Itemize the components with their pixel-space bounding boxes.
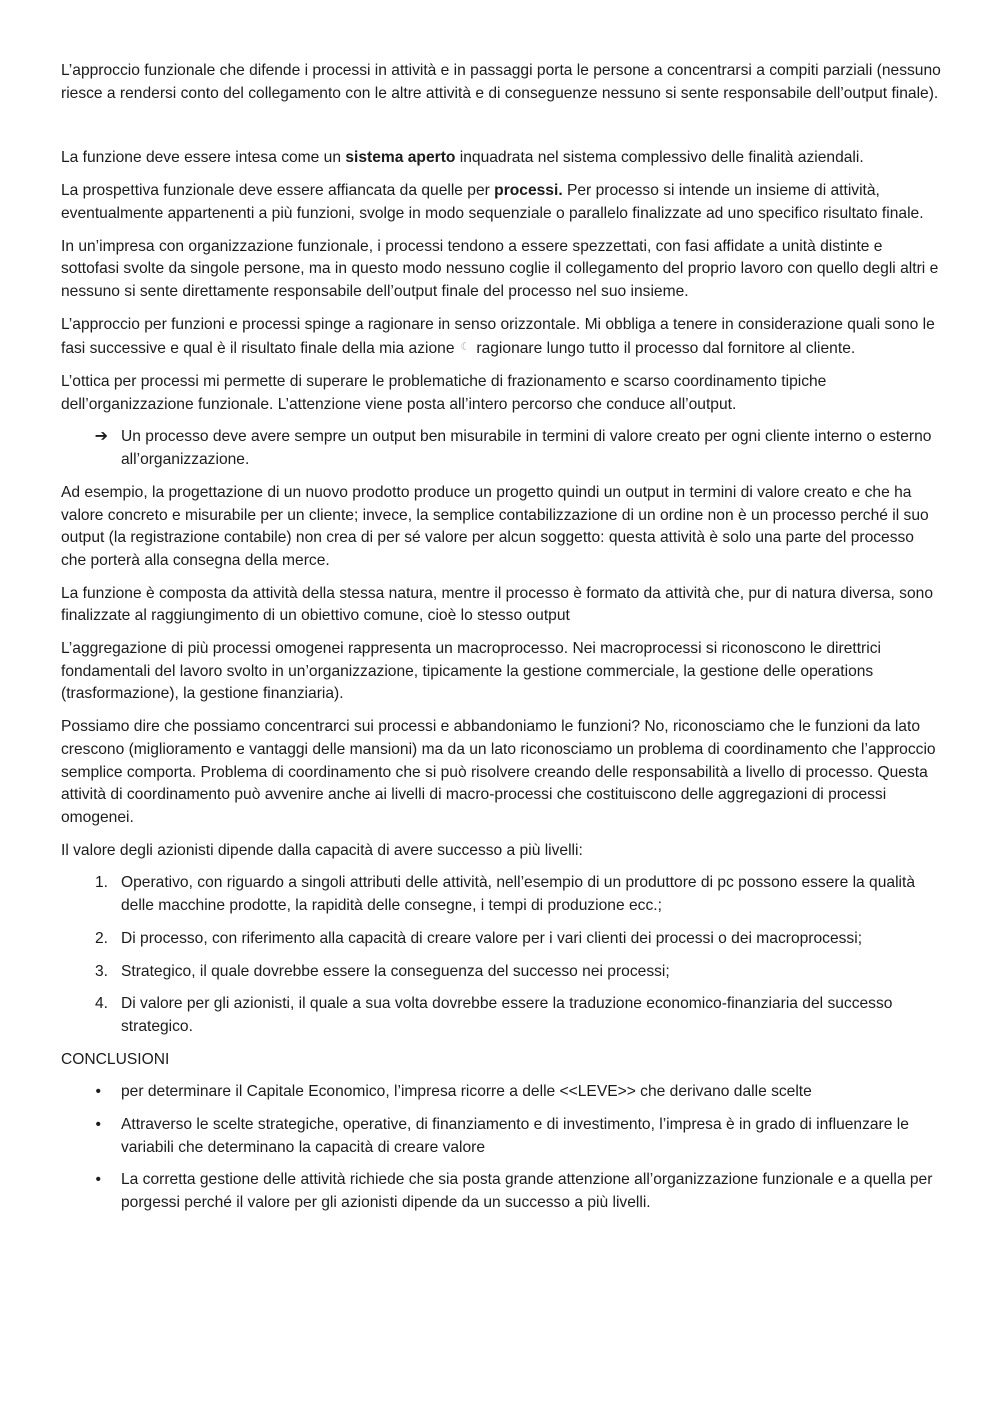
paragraph-process-definition xyxy=(61,180,941,225)
numbered-list-item xyxy=(61,872,941,917)
list-item-text: Di valore per gli azionisti, il quale a sua volta dovrebbe essere la traduzione economico-finanziaria del successo strategico. xyxy=(121,995,893,1035)
bullet-list-item xyxy=(61,1169,941,1214)
conclusions-heading: CONCLUSIONI xyxy=(61,1050,170,1068)
list-item-text: Operativo, con riguardo a singoli attributi delle attività, nell’esempio di un produttore di pc possono essere la qualità delle macchine prodotte, la rapidità delle consegne, i tempi di produzione ecc.; xyxy=(121,874,916,915)
list-item-text: per determinare il Capitale Economico, l’impresa ricorre a delle <<LEVE>> che derivano dalle scelte xyxy=(121,1083,812,1101)
paragraph-fragmented-processes: In un’impresa con organizzazione funzionale, i processi tendono a essere spezzettati, con fasi affidate a unità distinte e sottofasi svolte da singole persone, ma in questo modo nessuno coglie il collegamento del proprio lavoro con quello degli altri e nessuno si sente direttamente responsabile dell’output finale del processo nel suo insieme. xyxy=(61,237,939,300)
numbered-list-item xyxy=(61,928,941,951)
list-item-text: Attraverso le scelte strategiche, operative, di finanziamento e di investimento, l’impresa è in grado di influenzare le variabili che determinano la capacità di creare valore xyxy=(121,1116,909,1156)
bold-term-processes: processi. xyxy=(494,182,563,200)
paragraph-coordination: Possiamo dire che possiamo concentrarci sui processi e abbandoniamo le funzioni? No, riconosciamo che le funzioni da lato crescono (miglioramento e vantaggi delle mansioni) ma da un lato riconosciamo un problema di coordinamento che l’approccio semplice comporta. Problema di coordinamento che si può risolvere creando delle responsabilità a livello di processo. Questa attività di coordinamento può avvenire anche ai livelli di macro-processi che costituiscono delle aggregazioni di processi omogenei. xyxy=(61,718,936,826)
bullet-icon: • xyxy=(95,1171,101,1189)
paragraph-process-perspective: L’ottica per processi mi permette di superare le problematiche di frazionamento e scarso coordinamento tipiche dell’organizzazione funzionale. L’attenzione viene posta all’intero percorso che conduce all’output. xyxy=(61,373,827,413)
bullet-icon: • xyxy=(95,1083,101,1101)
document-page xyxy=(61,60,941,1225)
text-run: ragionare lungo tutto il processo dal fornitore al cliente. xyxy=(476,340,856,358)
text-run: L’approccio per funzioni e processi spinge a ragionare in senso orizzontale. Mi obbliga a tenere in considerazione quali sono le fasi successive e qual è il risultato finale della mia azione xyxy=(61,315,935,358)
paragraph-example: Ad esempio, la progettazione di un nuovo prodotto produce un progetto quindi un output in termini di valore creato e che ha valore concreto e misurabile per un cliente; invece, la semplice contabilizzazione di un ordine non è un processo perché il suo output (la registrazione contabile) non crea di per sé valore per alcun soggetto: questa attività è solo una parte del processo che porterà alla consegna della merce. xyxy=(61,483,929,569)
list-item-text: Strategico, il quale dovrebbe essere la conseguenza del successo nei processi; xyxy=(121,962,670,980)
moon-symbol-icon: ☾ xyxy=(460,341,471,354)
bullet-list-item xyxy=(61,1081,941,1104)
paragraph-functional-approach: L’approccio funzionale che difende i processi in attività e in passaggi porta le persone a concentrarsi a compiti parziali (nessuno riesce a rendersi conto del collegamento con le altre attività e di conseguenze nessuno si sente responsabile dell’output finale). xyxy=(61,62,941,102)
paragraph-open-system xyxy=(61,147,941,170)
text-run: La prospettiva funzionale deve essere affiancata da quelle per xyxy=(61,182,495,200)
text-run: La funzione deve essere intesa come un xyxy=(61,149,346,167)
bullet-list-item xyxy=(61,1114,941,1159)
text-run: Per processo si intende un insieme di attività, eventualmente appartenenti a più funzioni, svolge in modo sequenziale o parallelo finalizzate ad uno specifico risultato finale. xyxy=(61,182,924,222)
bold-term-open-system: sistema aperto xyxy=(345,149,456,167)
paragraph-function-vs-process: La funzione è composta da attività della stessa natura, mentre il processo è formato da attività che, pur di natura diversa, sono finalizzate al raggiungimento di un obiettivo comune, cioè lo stesso output xyxy=(61,584,934,625)
arrow-list-item xyxy=(61,426,941,471)
paragraph-horizontal-reasoning xyxy=(61,314,941,361)
list-number: 4. xyxy=(94,995,108,1013)
paragraph-shareholder-value: Il valore degli azionisti dipende dalla capacità di avere successo a più livelli: xyxy=(61,841,583,859)
paragraph-spacer xyxy=(61,115,941,147)
arrow-right-icon: ➔ xyxy=(94,428,108,446)
numbered-list-item xyxy=(61,993,941,1038)
list-item-text: Un processo deve avere sempre un output ben misurabile in termini di valore creato per ogni cliente interno o esterno all’organizzazione. xyxy=(121,428,932,469)
list-number: 2. xyxy=(94,929,108,947)
list-number: 3. xyxy=(94,962,108,980)
text-run: inquadrata nel sistema complessivo delle finalità aziendali. xyxy=(455,149,864,167)
list-number: 1. xyxy=(94,874,108,892)
list-item-text: Di processo, con riferimento alla capacità di creare valore per i vari clienti dei processi o dei macroprocessi; xyxy=(121,929,863,947)
numbered-list-item xyxy=(61,961,941,984)
paragraph-macroprocess: L’aggregazione di più processi omogenei rappresenta un macroprocesso. Nei macroprocessi si riconoscono le direttrici fondamentali del lavoro svolto in un’organizzazione, tipicamente la gestione commerciale, la gestione delle operations (trasformazione), la gestione finanziaria). xyxy=(61,640,881,703)
list-item-text: La corretta gestione delle attività richiede che sia posta grande attenzione all’organizzazione funzionale e a quella per porgessi perché il valore per gli azionisti dipende da un successo a più livelli. xyxy=(121,1171,933,1212)
bullet-icon: • xyxy=(95,1116,101,1134)
